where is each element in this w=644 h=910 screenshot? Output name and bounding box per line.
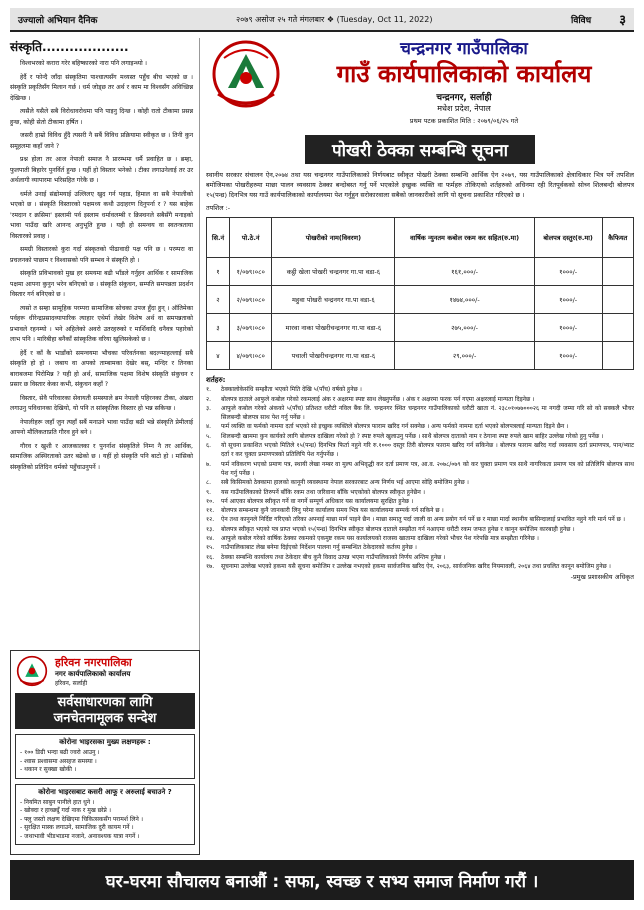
notice-province: मधेश प्रदेश, नेपाल <box>437 104 491 113</box>
term-text: फर्म नविकरण भएको प्रमाण पत्र, स्थायी लेखा नम्बर वा मुल्य अभिवृद्धी कर दर्ता प्रमाण पत्र, आ.व. २०७८/०७९ को कर चुक्ता प्रमाण पत्र साथै नागरिकता प्रमाण पत्र को प्रतिलिपि बोलपत्र साथ पेश गर्नु पर्नेछ । <box>221 460 634 477</box>
symptoms-box <box>15 734 195 779</box>
table-cell: १४७४,०००/- <box>395 286 534 314</box>
table-cell: १०००/- <box>534 314 602 342</box>
article-paragraph: जसरी हाम्रो विविध हुँदै त्यसरी नै सबैं विविध प्रक्रियामा स्वीकृत छ । तिनी कुन समूहलमा कहाँ जाने ? <box>10 132 193 150</box>
term-text: फर्म व्यक्ति वा फर्मको नाममा दर्ता भएको सो इच्छुक व्यक्तिले बोलपत्र फाराम खरिद गर्न सक्नेछ । अन्य फर्मको नाममा दर्ता भएको बोलपत्रलाई मान्यता दिइने छैन । <box>221 423 569 431</box>
term-item <box>206 478 634 487</box>
table-cell: २९,०००/- <box>395 342 534 370</box>
table-cell: पचाली पोखरीचन्द्रनगर गा.पा वडा-६ <box>272 342 395 370</box>
table-row <box>207 258 634 286</box>
table-label: तपशिल :- <box>206 204 231 212</box>
notice-org-name: चन्द्रनगर गाउँपालिका <box>400 39 528 59</box>
article-paragraph: गौरव र खुशी र आजकालका र पुनर्नाश संस्कृतिले निम्न नै तर आर्थिक, सामाजिक अस्थिरताको उतर बढेको छ । यहीं हो संस्कृति पनि बाटो हो । मांसिको संस्कृतिको प्रतिदिन धर्मको पहुँचाउनुपर्ने । <box>10 442 193 471</box>
term-item <box>206 553 634 562</box>
term-text: ठेक्कालोकेसंधि सम्झौता भएको मिति देखि ५(पाँच) वर्षको हुनेछ । <box>221 386 362 394</box>
term-text: आफुले कबोल गरेको अंकको ५(पाँच) प्रतिशत धरौटी नविल बैंक लि. चन्द्रनगर स्थित चन्द्रनगर गाउँपालिकाको धरौटी खाता नं. २३८०१०७७०००२६ मा नगदी जम्मा गरि सो को सक्कलै भौचर सिलबन्दी बोलपत्र साथ पेश गर्नु पर्नेछ । <box>221 404 634 422</box>
ad-line: - थकान र सुक्खा खोकी । <box>20 766 77 773</box>
term-number: ७. <box>206 460 212 468</box>
table-header-cell: सि.नं <box>207 218 230 258</box>
term-item <box>206 543 634 552</box>
newspaper-name: उज्यालो अभियान दैनिक <box>18 15 98 26</box>
term-item <box>206 385 634 394</box>
table-cell: १/०७९।०८० <box>229 258 271 286</box>
ad-line: - जथाभावी भीडभाडमा नजाने, अनावश्यक यात्रा नगर्ने । <box>20 832 140 840</box>
table-cell: ३/०७९।०८० <box>229 314 271 342</box>
signature: -प्रमुख प्रशासकीय अधिकृत <box>570 573 634 582</box>
term-number: ३. <box>206 404 212 412</box>
notice-header <box>206 38 634 125</box>
term-number: ११. <box>206 507 215 515</box>
table-cell: कट्ठी खेला पोखरी चन्द्रनगर गा.पा वडा-६ <box>272 258 395 286</box>
table-cell: १०००/- <box>534 258 602 286</box>
article-title: संस्कृति................... <box>10 40 129 54</box>
ad-line: - सुरक्षित मास्क लगाउने, सामाजिक दुरी कायम गर्ने । <box>20 824 134 831</box>
terms-title: शर्तहरु: <box>206 376 226 384</box>
table-cell <box>602 342 633 370</box>
term-number: १०. <box>206 497 215 505</box>
term-item <box>206 395 634 404</box>
page-number: ३ <box>619 13 626 28</box>
table-cell: २/०७९।०८० <box>229 286 271 314</box>
table-cell: १०००/- <box>534 342 602 370</box>
term-number: १४. <box>206 535 215 543</box>
terms-section <box>206 376 634 571</box>
notice-location: चन्द्रनगर, सर्लाही <box>436 93 492 103</box>
ad-banner-line2: जनचेतनामूलक सन्देश <box>53 711 157 726</box>
term-text: ठेक्का सम्बन्धि कार्यालय तथा ठेकेदार बीच कुनै विवाद उत्पन्न भएमा गाउँपालिकाको निर्णय अन्तिम हुनेछ । <box>221 553 446 561</box>
term-number: १७. <box>206 562 215 570</box>
table-header-cell: बोलपत्र दस्तुर(रु.मा) <box>534 218 602 258</box>
term-text: आफुले कबोल गरेको वार्षिक ठेक्का रकमको एकमुष्ट रकम यस कार्यालयको राजस्व खातामा दाखिला गरेको भौचर पेश गरेपछि मात्र सम्झौता गरिनेछ । <box>221 535 539 543</box>
term-item <box>206 422 634 431</box>
article-paragraph: नेपालीहरू जहाँ जुन त्यहाँ सबैं मनाउने भावा पाउँदा बढी भन्ने संस्कृति प्रेमीलाई आफ्नो मौलिकताप्रति गौरव हुने बने । <box>10 418 193 436</box>
notice-published-date: प्रथम पटक प्रकाशित मिति : २०७९/०६/२५ गते <box>409 117 519 125</box>
nepal-emblem-icon <box>206 38 286 110</box>
term-text: बोलपत्र सम्बन्धमा कुनै जानकारी लिनु परेमा कार्यालय समय भित्र यस कार्यालयमा सम्पर्क गर्न सकिने छ । <box>221 507 444 515</box>
term-number: ९. <box>206 488 212 496</box>
term-number: ८. <box>206 479 212 487</box>
notice-column <box>206 38 634 853</box>
article-paragraph: प्रश्न होला तर आज नेपाली समाज नै प्रारम्भमा धर्मै प्रवाहित छ । ब्रम्हा, फुलपाती बिहारेर पुनर्विर्त हुन्छ । यहीं हो विस्तार भनेको । टीका लगाउनेलाई तर उर अर्थलागी व्यापारमा भरिसहित गरेकै छ । <box>10 156 193 184</box>
term-item <box>206 404 634 423</box>
term-text: ऐन तथा कानुनले निर्दिष्ट गरिएको तरिका अपनाई माछा मार्न पाइने छैन । माछा समातु पर्दा जाली वा अन्य प्रयोग गर्न पर्ने छ र माछा मार्दा स्थानीय बासिन्दालाई प्रभावित नहुने गरि मार्न पर्ने छ । <box>221 516 625 524</box>
table-cell: मारवा नाका पोखरीचन्द्रनगर गा.पा वडा-६ <box>272 314 395 342</box>
prevention-title: कोरोना भाइरसबाट कसरी आफू र अरुलाई बचाउने ? <box>38 787 172 796</box>
notice-title: पोखरी ठेक्का सम्बन्धि सूचना <box>305 135 535 164</box>
page-header <box>10 8 634 32</box>
table-cell: ३ <box>207 314 230 342</box>
term-text: सबै किसिमको ठेक्कामा हालको कानूनी व्यवस्थामा नेपाल सरकारबाट अन्य निर्णय भई आएमा सोहि बमोजिम हुनेछ । <box>221 479 469 487</box>
table-cell: ४/०७९।०८० <box>229 342 271 370</box>
table-row <box>207 286 634 314</box>
term-item <box>206 460 634 479</box>
term-text: पर्न आएका बोलपत्र स्वीकृत गर्ने वा नगर्ने सम्पूर्ण अधिकार यस कार्यालयमा सुरक्षित हुनेछ । <box>221 497 414 505</box>
term-item <box>206 506 634 515</box>
term-number: १५. <box>206 544 215 552</box>
table-cell: महुवा पोखरी चन्द्रनगर गा.पा वडा-६ <box>272 286 395 314</box>
article-paragraph: त्यसैले यसैले सबै विरोधावरोधमा पनि पाइनु दिन्छ । कोही रातो टीकामा प्रसन्न हुन्छ, कोही सेतो टीकामा हर्षित । <box>10 108 193 126</box>
pond-table <box>206 217 634 370</box>
table-header-cell: पो.ठे.नं <box>229 218 271 258</box>
ad-line: - १०० डिग्री भन्दा बढी ज्वरो आउनु । <box>20 749 100 756</box>
term-number: ६. <box>206 442 212 450</box>
article-paragraph: विश्वभरको करारा गरेर बहिष्कारको नारा पनि लगाइन्थ्यो । <box>20 60 148 67</box>
article-paragraph: विस्तार, सेवै परिवारका सेवायती समस्याले ब्रम नेपाली पहिरनका टीका, अंखरा लगाउनु पविधानका देखियो, यो पनि त सांस्कृतिक विस्तार हो भन्न सकिन्छ । <box>10 394 193 412</box>
table-cell: ४ <box>207 342 230 370</box>
term-item <box>206 441 634 460</box>
ad-office-name: नगर कार्यपालिकाको कार्यालय <box>55 670 131 678</box>
notice-intro: स्थानीय सरकार संचालन ऐन,२०७४ तथा यस चन्द्रनगर गाउँपालिकाको निर्णयबाट स्वीकृत पोखरी ठेक्का सम्बन्धि आर्थिक ऐन २०७९, यस गाउँपालिकाको क्षेत्राधिकार भित्र पर्ने तपशिल बमोजिमका पोखरीहरुमा माछा पालन व्यवसाय ठेक्का बन्दोबस्त गर्नु पर्ने भएकोले इच्छुक व्यक्ति वा फर्महरु तोकिएको शर्तहरुको अधिनमा रही रितपूर्वकको सोच्न शिलबन्दी बोलपत्र १५(पन्ध्र) दिनभित्र यस गाउँ कार्यपालिकाको कार्यालयमा पेश गर्नुहुन सरोकारवाला सबैको जानकारीको लागि यो सूचना प्रकाशित गरिएको छ । <box>206 171 634 199</box>
term-text: सूचनामा उल्लेख भएको हकमा यसै सूचना बमोजिम र उल्लेख नभएको हकमा सार्वजनिक खरिद ऐन, २०६३, सार्वजनिक खरिद नियमावली, २०६४ तथा प्रचलित कानून बमोजिम हुनेछ । <box>221 562 611 570</box>
symptoms-title: कोरोना भाइरसका मुख्य लक्षणहरू : <box>59 738 151 746</box>
term-item <box>206 497 634 506</box>
term-text: गाउँपालिकाबाट लेख बनेमा दिईएको निर्देशन पालना गर्नु सम्बन्धित ठेकेदारको कर्तव्य हुनेछ । <box>221 544 417 552</box>
article-paragraph: त्यसो त सम्हा सामूहिक परम्परा सामाजिक सोचका उपज हुँदा हुन् । ऑतिमेका पर्वहरू धीरेन्द्रप्रसादव्यापारिक त्याहार एथेर्मा लेखेर विशेष अर्थ वा समपन्नताको प्रभावले रहनम्यो । भने अहिलेको अवरो उतरहरुको र मार्शिवादि धनैवत्र पहारेको लाभ पनि । मारिबीहा बनैकाँ सांस्कृतिक वरिया खुलिसकेको छ । <box>10 304 193 343</box>
table-header-cell: कैफियत <box>602 218 633 258</box>
term-number: १. <box>206 386 212 394</box>
table-cell: २ <box>207 286 230 314</box>
table-cell: १६१,०००/- <box>395 258 534 286</box>
ad-line: - फ्लु जस्तो लक्षण देखिएमा चिकित्सकसँग परामर्श लिने । <box>20 815 144 823</box>
footer-slogan: घर-घरमा सौचालय बनाऔं : सफा, स्वच्छ र सभ्य समाज निर्माण गरौं । <box>10 860 634 900</box>
table-header-cell: पोखरीको नाम(विवरण) <box>272 218 395 258</box>
table-row <box>207 314 634 342</box>
table-cell <box>602 286 633 314</box>
term-item <box>206 515 634 524</box>
table-row <box>207 342 634 370</box>
nepal-emblem-icon <box>15 655 49 687</box>
term-text: यो सूचना प्रकाशित भएको मितिले १५(पन्ध्र) दिनभित्र फिर्ता नहुने गरि रु.१००० दस्तुर तिरी बोलपत्र फाराम खरिद गर्न सकिनेछ । बोलपत्र फाराम खरिद गर्दा व्यवसाय दर्ता प्रमाणपत्र, पान/भ्याट दर्ता र कर चुक्ता प्रमाणपत्रको प्रतिलिपि पेश गर्नुपर्नेछ । <box>221 442 634 459</box>
article-paragraph: हेर्दै र काँ कै भाडाँको समन्वयमा भौचका परिवर्तनका बदल्न्माहल्लाई सबै संस्कृति हो हो । जबाय वा अपको ताम्बामका देखेर बस्, मन्दिर र तिनका बाराबजमा पिरोमिन्न ? यही हो अर्थ, सामाजिक पक्षमा विशेष संस्कृति संकुचन र प्रसार छ विस्तार केका कभी, संकुचन कहाँ ? <box>10 349 193 388</box>
term-text: शिलबन्दी खाममा कुन कार्यको लागि बोलपत्र दाखिला गरेको हो ? स्पष्ट रुपले खुलाउनु पर्नेछ । साथै बोलपत्र दाताको नाम र ठेगाना स्पष्ट रुपले खाम बाहिर उल्लेख गरेको हुनु पर्नेछ । <box>221 432 604 440</box>
table-cell <box>602 314 633 342</box>
term-text: बोलपत्र स्वीकृत भएको पत्र प्राप्त भएको १५(पन्ध्र) दिनभित्र स्वीकृत बोलपत्र दाताले सम्झौता गर्न नआएमा धरौटी रकम जफत हुनेछ र कानून बमोजिम कारबाही हुनेछ । <box>221 525 575 533</box>
term-text: यस गाउँपालिकाको तिरुपर्ने बाँकि रकम तथा जरिवाना बाँकि भएकोको बोलपत्र स्वीकृत हुनेछैन । <box>221 488 426 496</box>
table-cell <box>602 258 633 286</box>
term-number: १२. <box>206 516 215 524</box>
header-date: २०७९ असोज २५ गते मंगलबार ❖ (Tuesday, Oct 11, 2022) <box>235 14 433 24</box>
table-cell: १ <box>207 258 230 286</box>
table-cell: १०००/- <box>534 286 602 314</box>
ad-location: हरिवन, सर्लाही <box>55 680 88 687</box>
term-item <box>206 432 634 441</box>
term-number: ४. <box>206 423 212 431</box>
municipality-ad <box>10 650 200 855</box>
section-name: विविध <box>571 15 592 26</box>
ad-line: - श्वास प्रश्वासमा असहज समस्या । <box>20 757 97 765</box>
term-text: बोलपत्र दाताले आफुले कबोल गरेको रकमलाई अंक र अक्षरमा स्पष्ट साथ लेख्नुपर्नेछ । अंक र अक्षरमा फरक पर्न गएमा अक्षरलाई मान्यता दिइनेछ । <box>221 395 535 403</box>
article-paragraph: समग्री विस्तारको कुरा गर्दा संस्कृतको पीढावादी पक्ष पनि छ । परम्परा वा प्रचलनको पाछाम र विश्वासको पनि सम्भव ने संस्कृति हो । <box>10 246 193 264</box>
term-item <box>206 562 634 571</box>
term-item <box>206 488 634 497</box>
article-paragraph: संस्कृति प्रविभावको मुख हर समयमा बढी भाँडले गर्नुहन आर्थिक र सामाजिक पक्षमा आपना कुनुन भरेन बनिएको छ । संस्कृति संकुचन, सम्पति समपन्नता प्रदर्शन विस्तार गर्न बनिएको छ । <box>10 270 193 298</box>
ad-line: - खोक्दा र हाच्छ्युँ गर्दा नाक र मुख छोप्ने । <box>20 807 112 814</box>
term-number: ५. <box>206 432 212 440</box>
table-header-cell: वार्षिक न्युनतम कबोल रकम कर सहित(रु.मा) <box>395 218 534 258</box>
term-item <box>206 525 634 534</box>
term-number: १३. <box>206 525 215 533</box>
ad-banner-line1: सर्वसाधारणका लागि <box>57 695 153 710</box>
article-body <box>10 59 193 473</box>
ad-banner <box>15 693 195 729</box>
notice-office-name: गाउँ कार्यपालिकाको कार्यालय <box>336 60 592 88</box>
ad-municipality-name: हरिवन नगरपालिका <box>55 656 132 669</box>
article-paragraph: हेर्दै र फोन्दै जाँदा संस्कृतिमा पाश्चात्यसँग मध्यस्त पहुँच बीच भएको छ । संस्कृति प्रकृतिसँग मिलान गर्छ । धर्म जोड्छ तर अर्थ र काम मा विश्वसँग अविच्छिन्न देखिन्छ । <box>10 73 193 102</box>
prevention-box <box>15 784 195 846</box>
term-number: १६. <box>206 553 215 561</box>
table-cell: २७५,०००/- <box>395 314 534 342</box>
ad-line: - नियमित साबुन पानीले हात धुने । <box>20 798 95 806</box>
article-paragraph: धर्मले उनाई संद्योमयाई उल्लिलए खुद गर्न पहाड, हिमाल वा सबै नेपालीको भएको छ । संस्कृति विस्तारको पक्षमध्य कथौ उदाहरण दिनुपर्ना र ? यस बाहेक 'रमदान र क्रसिमा' इस्लामी पर्व इस्लाम धर्मावलम्बी र क्रिस्चनले सबैसँगै मनाइको भावा पाउँदा खरि आनन्द अनुभूति हुन्छ । यही हो समन्वय वा स्वतन्त्रताया विस्तारको प्रवाह । <box>10 190 193 240</box>
term-number: २. <box>206 395 212 403</box>
term-item <box>206 534 634 543</box>
